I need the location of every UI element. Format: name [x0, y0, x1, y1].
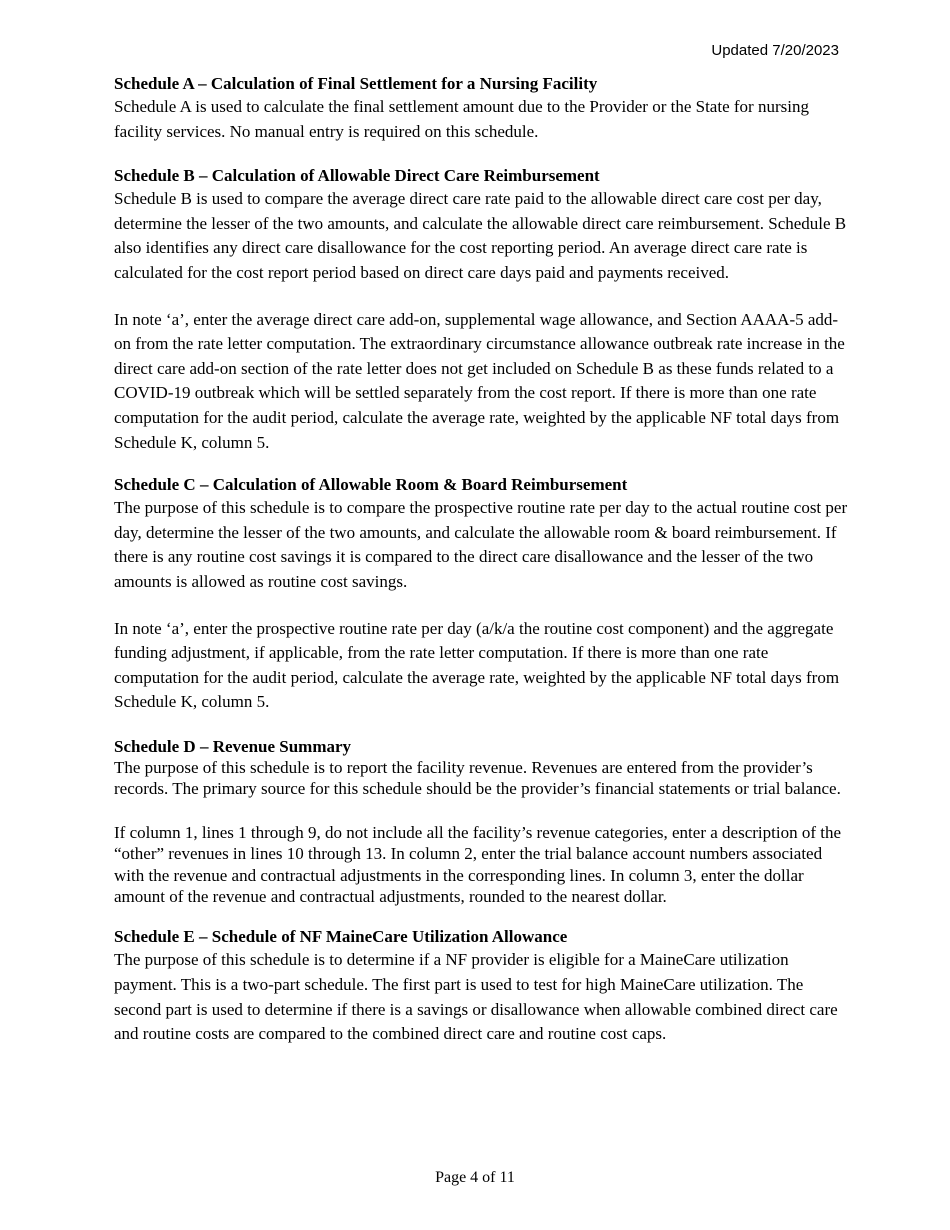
section-schedule-c: [114, 475, 849, 715]
updated-date: Updated 7/20/2023: [711, 42, 839, 59]
page-number: Page 4 of 11: [435, 1169, 515, 1186]
section-paragraph: Schedule A is used to calculate the final settlement amount due to the Provider or the State for nursing facility services. No manual entry is required on this schedule.: [114, 97, 809, 141]
section-schedule-d: [114, 737, 849, 907]
section-title: Schedule D – Revenue Summary: [114, 736, 352, 756]
section-schedule-e: [114, 927, 849, 1046]
section-schedule-b: [114, 166, 849, 455]
section-title: Schedule C – Calculation of Allowable Room & Board Reimbursement: [114, 475, 628, 495]
section-paragraph: The purpose of this schedule is to compare the prospective routine rate per day to the actual routine cost per day, determine the lesser of the two amounts, and calculate the allowable room & board reimbursement. If there is any routine cost savings it is compared to the direct care disallowance and the lesser of the two amounts is allowed as routine cost savings.: [114, 498, 848, 591]
section-paragraph: If column 1, lines 1 through 9, do not include all the facility’s revenue categories, enter a description of the “other” revenues in lines 10 through 13. In column 2, enter the trial balance account numbers associated with the revenue and contractual adjustments in the corresponding lines. In column 3, enter the dollar amount of the revenue and contractual adjustments, rounded to the nearest dollar.: [114, 822, 841, 906]
document-body: [114, 74, 849, 1047]
section-paragraph: The purpose of this schedule is to determine if a NF provider is eligible for a MaineCare utilization payment. This is a two-part schedule. The first part is used to test for high MaineCare utilization. The second part is used to determine if there is a savings or disallowance when allowable combined direct care and routine costs are compared to the combined direct care and routine cost caps.: [114, 950, 838, 1044]
section-paragraph: In note ‘a’, enter the average direct care add-on, supplemental wage allowance, and Section AAAA-5 add-on from the rate letter computation. The extraordinary circumstance allowance outbreak rate increase in the direct care add-on section of the rate letter does not get included on Schedule B as these funds related to a COVID-19 outbreak which will be settled separately from the cost report. If there is more than one rate computation for the audit period, calculate the average rate, weighted by the applicable NF total days from Schedule K, column 5.: [114, 309, 845, 452]
section-paragraph: Schedule B is used to compare the average direct care rate paid to the allowable direct care cost per day, determine the lesser of the two amounts, and calculate the allowable direct care reimbursement. Schedule B also identifies any direct care disallowance for the cost reporting period. An average direct care rate is calculated for the cost report period based on direct care days paid and payments received.: [114, 189, 847, 282]
section-paragraph: In note ‘a’, enter the prospective routine rate per day (a/k/a the routine cost component) and the aggregate funding adjustment, if applicable, from the rate letter computation. If there is more than one rate computation for the audit period, calculate the average rate, weighted by the applicable NF total days from Schedule K, column 5.: [114, 618, 840, 712]
section-title: Schedule B – Calculation of Allowable Direct Care Reimbursement: [114, 166, 600, 186]
section-paragraph: The purpose of this schedule is to report the facility revenue. Revenues are entered from the provider’s records. The primary source for this schedule should be the provider’s financial statements or trial balance.: [114, 757, 841, 799]
section-schedule-a: [114, 74, 849, 144]
section-title: Schedule E – Schedule of NF MaineCare Utilization Allowance: [114, 927, 568, 947]
section-title: Schedule A – Calculation of Final Settlement for a Nursing Facility: [114, 74, 598, 93]
